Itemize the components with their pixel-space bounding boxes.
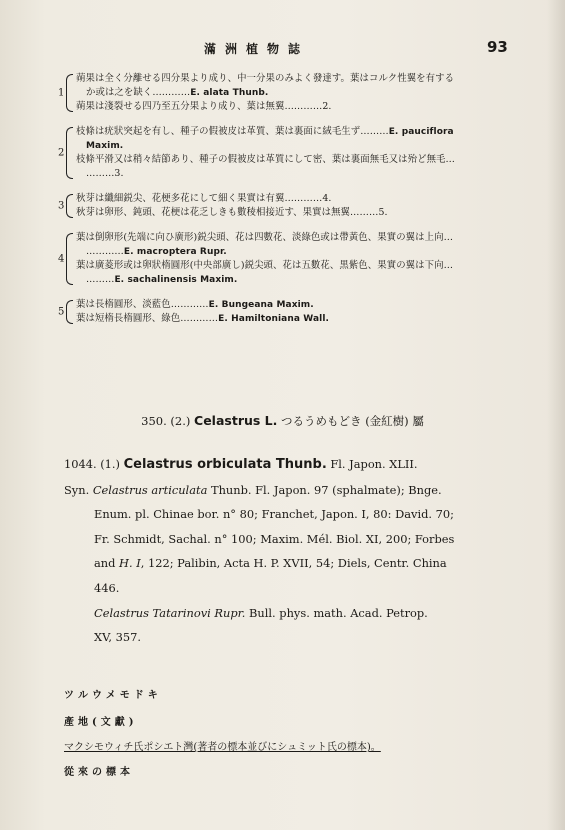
citation-text: Bull. phys. math. Acad. Petrop. xyxy=(245,605,428,620)
page-number: 93 xyxy=(487,38,508,56)
citation-text: 446. xyxy=(94,580,120,595)
key-line xyxy=(76,273,528,287)
key-line xyxy=(76,100,528,114)
citation-line xyxy=(64,601,524,626)
genus-heading xyxy=(0,413,565,429)
species-name: Celastrus orbiculata Thunb. xyxy=(123,457,327,472)
key-text: ……… xyxy=(86,274,115,285)
citation-text: Fl. Japon. XLII. xyxy=(326,457,418,471)
couplet-number: 2 xyxy=(58,147,65,159)
specimen-heading: 從來の標本 xyxy=(64,767,134,778)
citation-line xyxy=(64,478,524,503)
taxon-name: E. macroptera Rupr. xyxy=(123,247,227,257)
key-text: 蒴果は淺裂せる四乃至五分果より成り、葉は無翼…………2. xyxy=(76,101,332,112)
citation-line xyxy=(64,551,524,576)
citation-text: Thunb. Fl. Japon. 97 (sphalmate); Bnge. xyxy=(207,482,442,497)
genus-number: 350. (2.) xyxy=(141,414,195,428)
key-line xyxy=(76,259,528,273)
citation-line xyxy=(64,502,524,527)
citation-line xyxy=(64,625,524,650)
taxon-name: E. Bungeana Maxim. xyxy=(208,300,314,310)
key-text: 枝條平滑又は稍々結節あり、種子の假被皮は革質にして密、葉は裏面無毛又は殆ど無毛… xyxy=(76,154,456,165)
citation-text: Syn. xyxy=(64,482,93,497)
key-text: 葉は長楕圓形、淡藍色………… xyxy=(76,299,209,310)
couplet-brace xyxy=(66,233,73,285)
taxon-name: E. sachalinensis Maxim. xyxy=(114,275,238,285)
key-line xyxy=(76,153,528,167)
key-text: 葉は廣菱形或は卵狀楕圓形(中央部廣し)鋭尖頭、花は五數花、黒紫色、果實の翼は下向… xyxy=(76,260,454,271)
genus-latin-name: Celastrus L. xyxy=(194,413,278,428)
key-text: 秋芽は卵形、鈍頭、花梗は花乏しきも數稜相接近す、果實は無翼………5. xyxy=(76,207,388,218)
key-text: 葉は短楕長楕圓形、綠色………… xyxy=(76,313,219,324)
taxon-name: E. Hamiltoniana Wall. xyxy=(218,314,330,324)
key-text: 枝條は疣狀突起を有し、種子の假被皮は革質、葉は裏面に絨毛生ず……… xyxy=(76,126,389,137)
citation-text: , 122; Palibin, Acta H. P. XVII, 54; Diels, Centr. China xyxy=(140,556,447,571)
citation-text: Enum. pl. Chinae bor. n° 80; Franchet, Japon. I, 80: David. 70; xyxy=(94,507,454,522)
key-text: か或は之を缺く………… xyxy=(86,87,191,98)
locality-text xyxy=(64,738,381,753)
citation-text: XV, 357. xyxy=(94,630,141,645)
locality-heading: 產地(文獻) xyxy=(64,717,138,728)
citation-text: and xyxy=(94,556,120,571)
key-line xyxy=(76,206,528,220)
key-line xyxy=(76,298,528,312)
key-text: 蒴果は全く分離せる四分果より成り、中一分果のみよく發達す。葉はコルク性翼を有する xyxy=(76,73,455,84)
key-line xyxy=(76,139,528,153)
species-entry xyxy=(64,452,524,650)
taxon-name: E. alata Thunb. xyxy=(190,88,269,98)
key-couplet xyxy=(58,192,528,220)
synonym-name: H. I xyxy=(119,556,141,571)
citation-text: Fr. Schmidt, Sachal. n° 100; Maxim. Mél. Biol. XI, 200; Forbes xyxy=(94,531,455,546)
identification-key xyxy=(58,72,528,337)
key-line xyxy=(76,86,528,100)
page-header xyxy=(0,38,565,60)
couplet-number: 4 xyxy=(58,253,65,265)
key-couplet xyxy=(58,231,528,287)
citation-line xyxy=(64,452,524,478)
japanese-vernacular-name: ツルウメモドキ xyxy=(64,690,162,701)
citation-line xyxy=(64,527,524,552)
key-line xyxy=(76,231,528,245)
taxon-name: E. pauciflora xyxy=(388,127,454,137)
taxon-name: Maxim. xyxy=(86,141,124,151)
citation-text: 1044. (1.) xyxy=(64,457,124,471)
key-line xyxy=(76,192,528,206)
citation-line xyxy=(64,576,524,601)
key-text: ………… xyxy=(86,246,124,257)
synonym-name: Celastrus Tatarinovi Rupr. xyxy=(94,605,246,620)
synonym-name: Celastrus articulata xyxy=(92,482,208,497)
key-couplet xyxy=(58,72,528,114)
key-couplet xyxy=(58,125,528,181)
couplet-brace xyxy=(66,74,73,112)
locality-citation: マクシモウィチ氏ポシエト灣(著者の標本並びにシュミット氏の標本)。 xyxy=(64,742,381,753)
key-text: 秋芽は纖細鋭尖、花梗多花にして細く果實は有翼…………4. xyxy=(76,193,332,204)
couplet-number: 3 xyxy=(58,200,65,212)
couplet-brace xyxy=(66,127,73,179)
key-line xyxy=(76,245,528,259)
key-line xyxy=(76,167,528,181)
couplet-brace xyxy=(66,300,73,324)
couplet-number: 5 xyxy=(58,306,65,318)
couplet-brace xyxy=(66,194,73,218)
couplet-number: 1 xyxy=(58,87,65,99)
key-line xyxy=(76,125,528,139)
key-text: ………3. xyxy=(86,168,124,179)
key-couplet xyxy=(58,298,528,326)
genus-japanese-name: つるうめもどき (金紅樹) 屬 xyxy=(277,414,424,428)
running-title: 滿洲植物誌 xyxy=(204,42,310,56)
key-line xyxy=(76,72,528,86)
key-text: 葉は倒卵形(先端に向ひ廣形)鋭尖頭、花は四數花、淡綠色或は帶黃色、果實の翼は上向… xyxy=(76,232,454,243)
key-line xyxy=(76,312,528,326)
